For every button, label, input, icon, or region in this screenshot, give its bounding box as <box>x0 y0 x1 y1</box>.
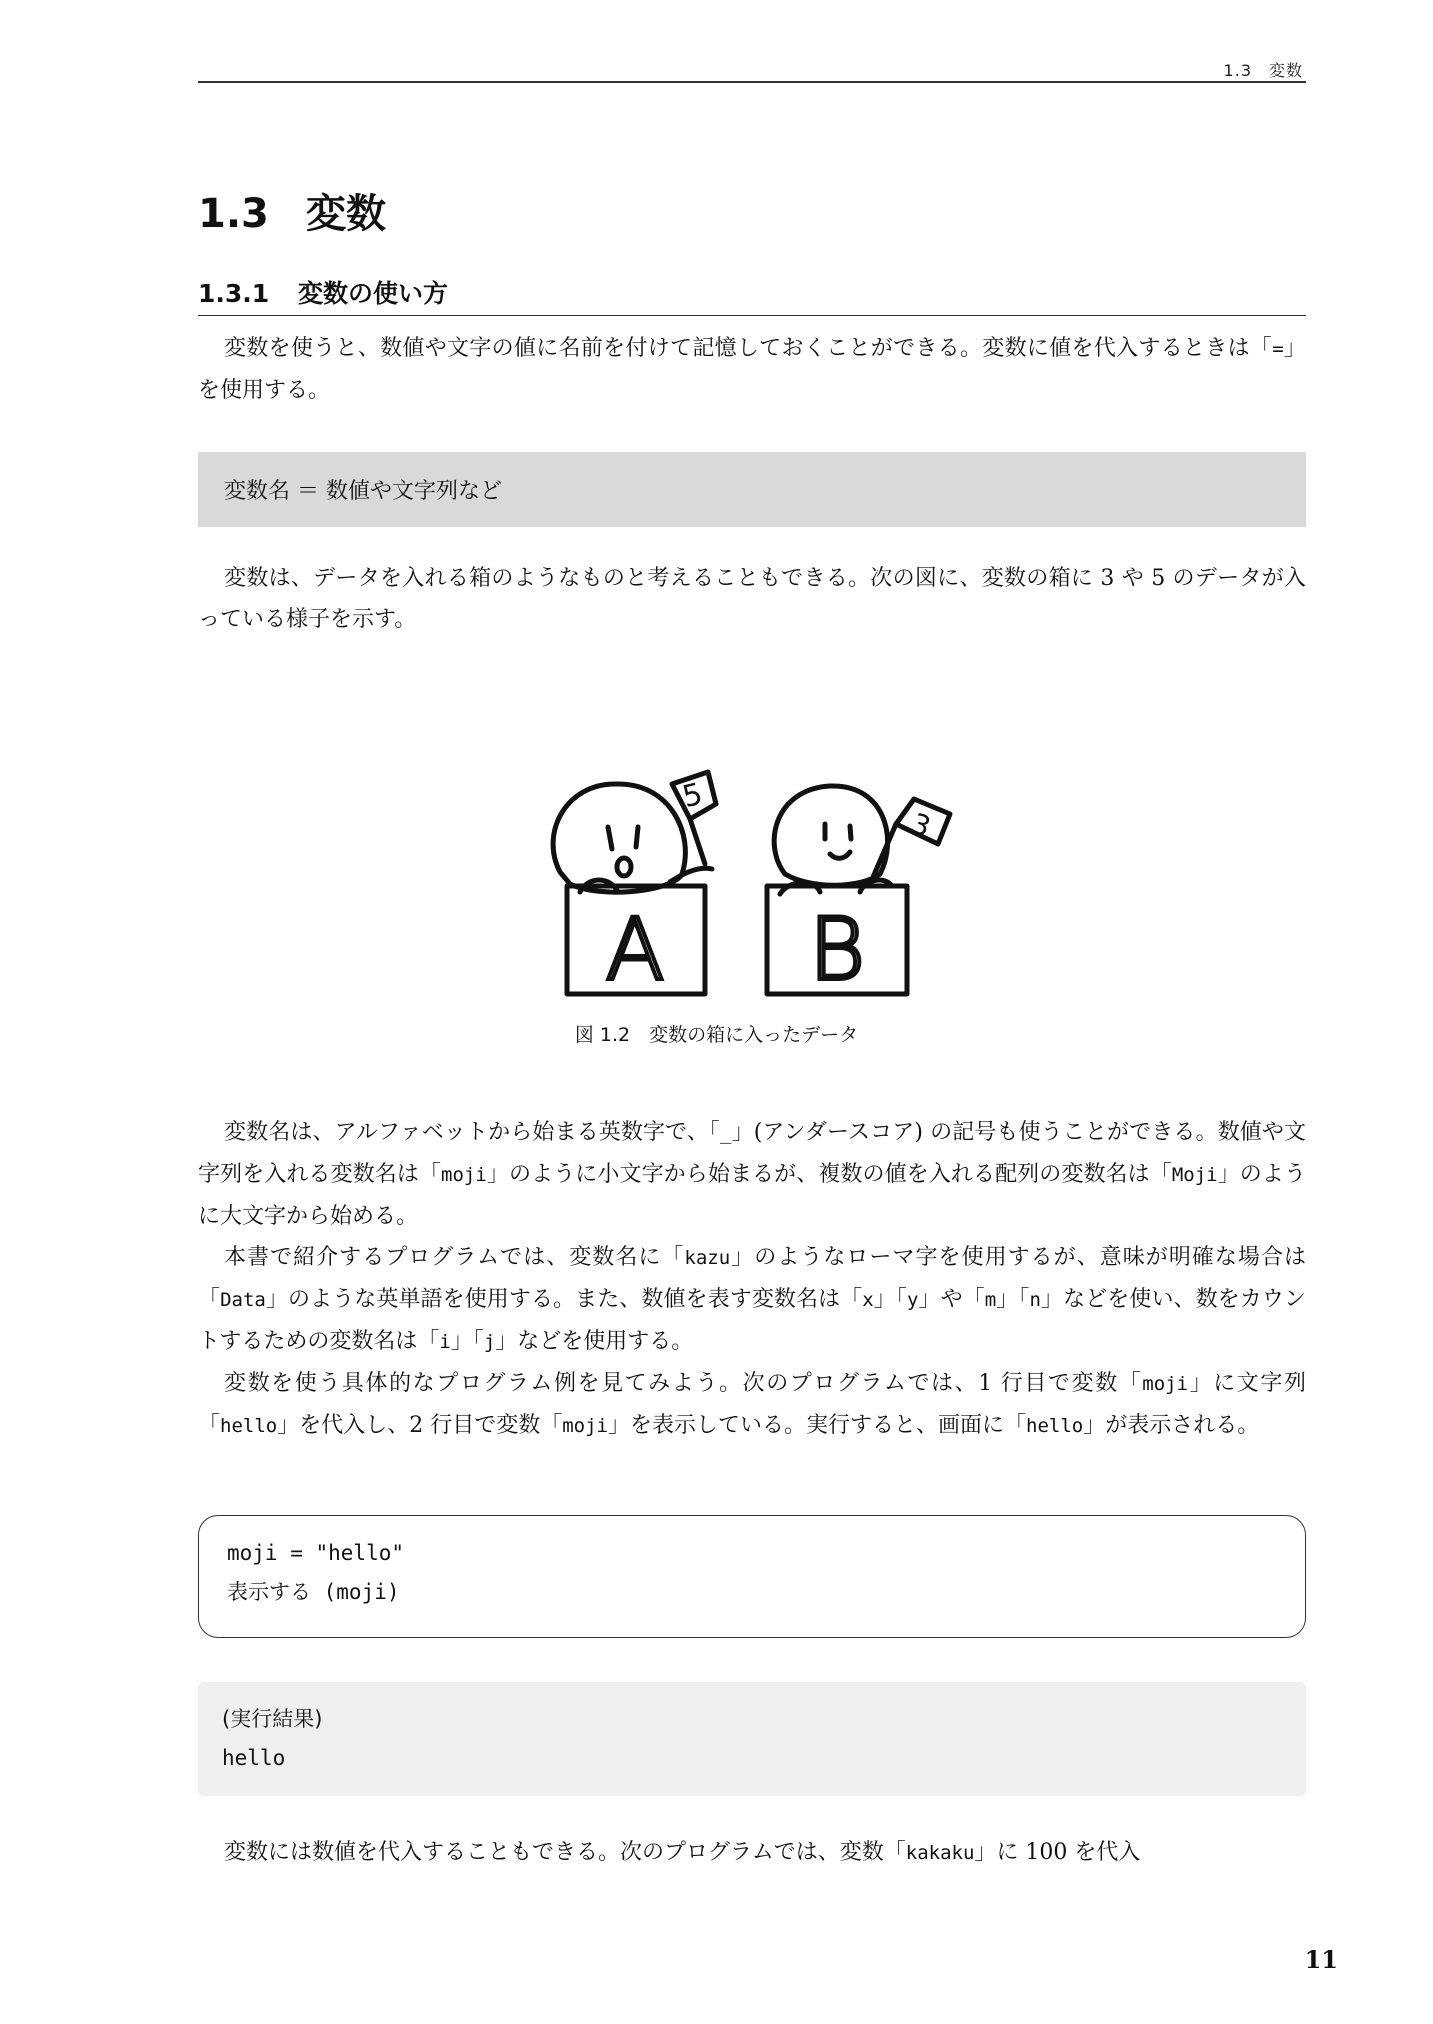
section-number: 1.3 <box>198 191 269 237</box>
page-number: 11 <box>1304 1945 1338 1974</box>
running-header: 1.3 変数 <box>1223 61 1303 80</box>
code-line-1: moji = "hello" <box>227 1541 405 1565</box>
flag-a-value: 5 <box>679 776 707 816</box>
subsection-title: 変数の使い方 <box>298 279 449 308</box>
syntax-box <box>198 452 1306 527</box>
syntax-text: 変数名 ＝ 数値や文字列など <box>224 479 502 504</box>
figure-number: 図 1.2 <box>574 1024 631 1046</box>
paragraph-intro: 変数を使うと、数値や文字の値に名前を付けて記憶しておくことができる。変数に値を代入するときは「=」を使用する。 <box>198 336 1306 403</box>
code-line-2: 表示する (moji) <box>227 1580 400 1604</box>
subsection-number: 1.3.1 <box>198 279 270 308</box>
paragraph-number-assignment: 変数には数値を代入することもできる。次のプログラムでは、変数「kakaku」に 100 を代入 <box>224 1840 1141 1865</box>
result-label: (実行結果) <box>222 1707 323 1731</box>
character-b-head <box>774 786 887 885</box>
variable-box-illustration <box>540 764 980 1004</box>
flag-b-value: 3 <box>906 806 936 844</box>
paragraph-variable-names: 変数名は、アルファベットから始まる英数字で、「_」(アンダースコア) の記号も使うことができる。数値や文字列を入れる変数名は「moji」のように小文字から始まるが、複数の値を入れる配列の変数名は「Moji」のように大文字から始める。 本書で紹介するプログラムでは、変数名に「kazu」のようなローマ字を使用するが、意味が明確な場合は「Data」のような英単語を使用する。また、数値を表す変数名は「x」「y」や「m」「n」などを使い、数をカウントするための変数名は「i」「j」などを使用する。 変数を使う具体的なプログラム例を見てみよう。次のプログラムでは、1 行目で変数「moji」に文字列「hello」を代入し、2 行目で変数「moji」を表示している。実行すると、画面に「hello」が表示される。 <box>198 1120 1306 1438</box>
figure-caption <box>0 1020 1433 1047</box>
section-title: 変数 <box>306 191 386 237</box>
paragraph-box-metaphor: 変数は、データを入れる箱のようなものと考えることもできる。次の図に、変数の箱に 3 や 5 のデータが入っている様子を示す。 <box>198 566 1306 632</box>
box-a-label: A <box>605 900 665 1000</box>
subsection-heading <box>198 274 448 310</box>
header-rule <box>198 81 1306 83</box>
result-output: hello <box>222 1746 286 1770</box>
box-b-label: B <box>808 900 866 1000</box>
subsection-rule <box>198 315 1306 316</box>
code-block <box>198 1515 1306 1638</box>
figure-caption-text: 変数の箱に入ったデータ <box>649 1024 859 1046</box>
section-heading <box>198 182 386 239</box>
result-block <box>198 1682 1306 1796</box>
